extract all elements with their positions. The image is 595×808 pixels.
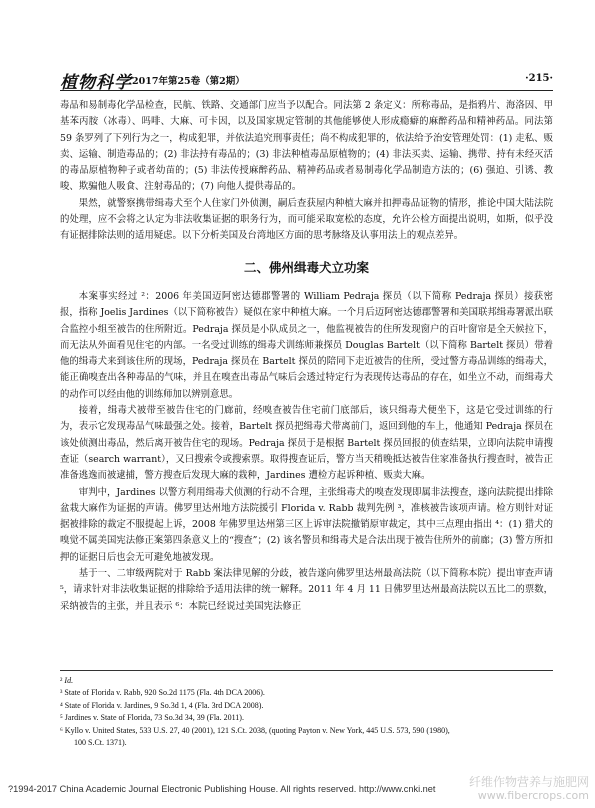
- footnote-number: ³: [60, 688, 63, 698]
- page-header: [60, 66, 553, 91]
- watermark-cn: 纤维作物营养与施肥网: [468, 775, 589, 789]
- paragraph: 本案事实经过 ²：2006 年美国迈阿密达德郡警署的 William Pedraja 探员（以下简称 Pedraja 探员）接获密报，指称 Joelis Jardines（以下简称被告）疑似在家中种植大麻。一个月后迈阿密达德郡警署和美国联邦缉毒署派出联合监控小组至被告的住所附近。Pedraja 探员是小队成员之一，他监视被告的住所发现窗户的百叶窗帘是全天候拉下，而无法从外面看见住宅的内部。一名受过训练的缉毒犬训练师兼探员 Douglas Bartelt（以下简称 Bartelt 探员）带着他的缉毒犬来到该住所的现场，Pedraja 探员在 Bartelt 探员的陪同下走近被告的住所，受过警方毒品训练的缉毒犬，能正确嗅查出各种毒品的气味，并且在嗅查出毒品气味后会透过特定行为表现传达毒品的存在，如坐立不动，而缉毒犬的动作可以经由他的训练师加以辨别意思。: [60, 290, 553, 400]
- paragraph: 审判中，Jardines 以警方利用缉毒犬侦测的行动不合理，主张缉毒犬的嗅查发现即属非法搜查，遂向法院提出排除盆栽大麻作为证据的声请。佛罗里达州地方法院援引 Florida v. Rabb 裁判先例 ³，准核被告该项声请。检方则针对证据被排除的裁定不服提起上诉，2008 年佛罗里达州第三区上诉审法院撤销原审裁定，其中三点理由指出 ⁴：(1) 猎犬的嗅觉不属美国宪法修正案第四条意义上的“搜查”；(2) 该名警员和缉毒犬是合法出现于被告住所外的前廊；(3) 警方所扣押的证据日后也会无可避免地被发现。: [60, 486, 553, 563]
- footnote: [60, 700, 553, 712]
- footnote-number: ²: [60, 676, 63, 685]
- footnote-text: Id.: [64, 676, 74, 685]
- copyright-line: ?1994-2017 China Academic Journal Electronic Publishing House. All rights reserved. http://www.cnki.net: [8, 784, 436, 794]
- watermark: [469, 776, 589, 802]
- paragraph: 果然，就警察携带缉毒犬至个人住家门外侦测，嗣后查获屋内种植大麻并扣押毒品证物的情形，推论中国大陆法院的处理，应不会将之认定为非法收集证据的职务行为，而可能采取宽松的态度，允许公检方面提出说明，如斯，似乎没有证据排除法则的适用疑虑。以下分析美国及台湾地区方面的思考脉络及认事用法上的观点差异。: [60, 197, 553, 242]
- article-body: [60, 98, 553, 615]
- footnote: [60, 725, 553, 737]
- footnote-text: Kyllo v. United States, 533 U.S. 27, 40 (2001), 121 S.Ct. 2038, (quoting Payton v. New York, 445 U.S. 573, 590 (1980),: [64, 725, 450, 735]
- paragraph: 毒品和易制毒化学品检查，民航、铁路、交通部门应当予以配合。同法第 2 条定义：所称毒品，是指鸦片、海洛因、甲基苯丙胺（冰毒）、吗啡、大麻、可卡因，以及国家规定管制的其他能够使人形成瘾癖的麻醉药品和精神药品。同法第 59 条罗列了下列行为之一，构成犯罪，并依法追究刑事责任；尚不构成犯罪的，依法给予治安管理处罚：(1) 走私、贩卖、运输、制造毒品的；(2) 非法持有毒品的；(3) 非法种植毒品原植物的；(4) 非法买卖、运输、携带、持有未经灭活的毒品原植物种子或者幼苗的；(5) 非法传授麻醉药品、精神药品或者易制毒化学品制造方法的；(6) 强迫、引诱、教唆、欺骗他人吸食、注射毒品的；(7) 向他人提供毒品的。: [60, 100, 553, 193]
- section-title: 二、佛州缉毒犬立功案: [243, 259, 369, 275]
- watermark-url: www.fibercrops.com: [477, 789, 589, 802]
- page-number: ·215·: [525, 73, 553, 84]
- footnote-continuation: 100 S.Ct. 1371).: [74, 738, 127, 748]
- footnote-text: Jardines v. State of Florida, 73 So.3d 34, 39 (Fla. 2011).: [64, 713, 244, 723]
- footnote-number: ⁶: [60, 725, 63, 735]
- paragraph: 基于一、二审级两院对于 Rabb 案法律见解的分歧，被告遂向佛罗里达州最高法院（以下简称本院）提出审查声请 ⁵，请求针对非法收集证据的排除给予适用法律的统一解释。2011 年 4 月 11 日佛罗里达州最高法院以五比二的票数，采纳被告的主张，并且表示 ⁶：本院已经说过美国宪法修正: [60, 568, 553, 612]
- footnotes: [60, 670, 553, 749]
- footnote: [60, 687, 553, 699]
- footnote: [60, 675, 553, 687]
- journal-issue-info: 2017年第25卷（第2期）: [132, 76, 245, 87]
- footnote-text: State of Florida v. Rabb, 920 So.2d 1175 (Fla. 4th DCA 2006).: [64, 688, 265, 698]
- footnote-number: ⁵: [60, 713, 63, 723]
- footnote-text: State of Florida v. Jardines, 9 So.3d 1, 4 (Fla. 3rd DCA 2008).: [64, 700, 264, 710]
- journal-logo: 植物科学: [60, 73, 132, 93]
- footnote-number: ⁴: [60, 700, 63, 710]
- paragraph: 接着，缉毒犬被带至被告住宅的门廊前，经嗅查被告住宅前门底部后，该只缉毒犬便坐下，这是它受过训练的行为，表示它发现毒品气味最强之处。接着，Bartelt 探员把缉毒犬带离前门，返回到他的车上，他通知 Pedraja 探员在该处侦测出毒品，然后离开被告住宅的现场。Pedraja 探员于是根据 Bartelt 探员回报的侦查结果，立即向法院申请搜查证（search warrant），又曰搜索令或搜索票。取得搜查证后，警方当天稍晚抵达被告住家准备执行搜查时，被告正准备逃逸而被逮捕，警方搜查后发现大麻的栽种，Jardines 遭检方起诉种植、贩卖大麻。: [60, 405, 553, 482]
- footnote: [60, 712, 553, 724]
